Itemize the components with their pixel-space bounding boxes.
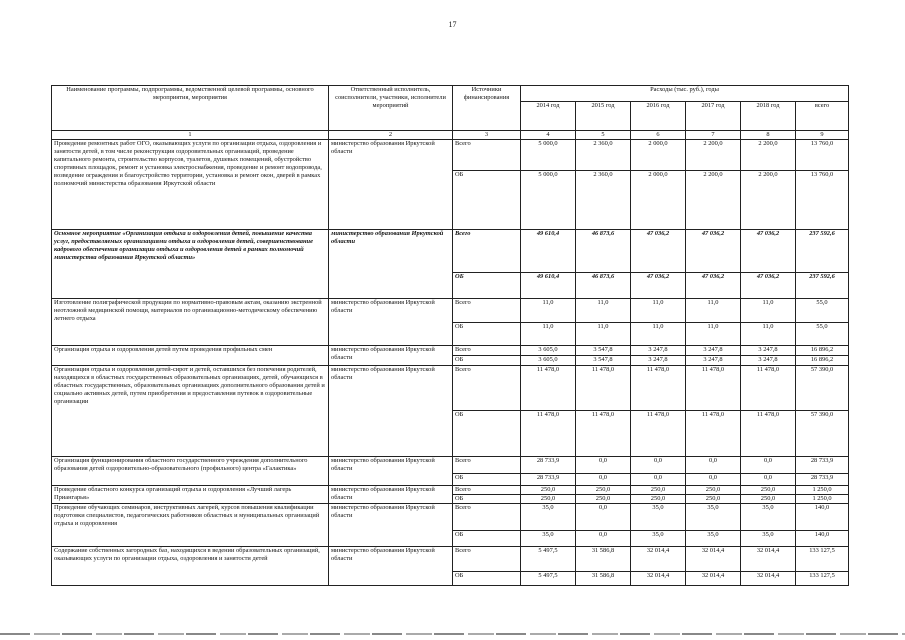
year-value: 0,0 <box>576 504 631 531</box>
responsible-executor: министерство образования Иркутской области <box>329 486 453 504</box>
year-value: 3 547,8 <box>576 346 631 356</box>
total-value: 57 390,0 <box>796 366 849 411</box>
funding-source: Всего <box>453 140 521 171</box>
year-value: 11,0 <box>686 323 741 346</box>
year-value: 11 478,0 <box>521 411 576 457</box>
year-value: 11 478,0 <box>631 366 686 411</box>
total-value: 13 760,0 <box>796 140 849 171</box>
year-value: 47 036,2 <box>686 273 741 299</box>
year-value: 47 036,2 <box>741 230 796 273</box>
year-value: 32 014,4 <box>741 547 796 572</box>
year-value: 11,0 <box>686 299 741 323</box>
year-value: 35,0 <box>741 504 796 531</box>
year-value: 250,0 <box>686 495 741 504</box>
column-numbers-row <box>52 131 849 140</box>
activity-name: Организация функционирования областного государственного учреждения дополнительного образования детей оздоровительно-образовательного (профильного) центра «Галактика» <box>52 457 329 486</box>
activity-name: Содержание собственных загородных баз, находящихся в ведении образовательных организаций, оказывающих услуги по организации отдыха, оздоровления и занятости детей <box>52 547 329 586</box>
header-row-top <box>52 86 849 102</box>
year-value: 2 360,0 <box>576 171 631 230</box>
funding-source: ОБ <box>453 171 521 230</box>
activity-name: Организация отдыха и оздоровления детей путем проведения профильных смен <box>52 346 329 366</box>
responsible-executor: министерство образования Иркутской области <box>329 457 453 486</box>
year-value: 35,0 <box>631 504 686 531</box>
table-row <box>52 457 849 474</box>
funding-source: Всего <box>453 230 521 273</box>
year-value: 2 360,0 <box>576 140 631 171</box>
year-value: 250,0 <box>576 495 631 504</box>
funding-source: Всего <box>453 486 521 495</box>
year-value: 2 200,0 <box>686 171 741 230</box>
year-value: 32 014,4 <box>686 547 741 572</box>
funding-source: ОБ <box>453 531 521 547</box>
col-num-3: 3 <box>453 131 521 140</box>
total-value: 13 760,0 <box>796 171 849 230</box>
year-value: 3 547,8 <box>576 356 631 366</box>
col-num-5: 5 <box>576 131 631 140</box>
activity-name: Основное мероприятие «Организация отдыха и оздоровления детей, повышение качества услуг, предоставляемых организациями отдыха и оздоровления детей, совершенствование кадрового обеспечения организации отдыха и оздоровления детей в рамках полномочий министерства образования Иркутской области» <box>52 230 329 299</box>
year-value: 11,0 <box>631 323 686 346</box>
funding-source: Всего <box>453 547 521 572</box>
year-value: 11 478,0 <box>631 411 686 457</box>
header-year-2018: 2018 год <box>741 102 796 131</box>
year-value: 11,0 <box>521 299 576 323</box>
year-value: 47 036,2 <box>741 273 796 299</box>
year-value: 2 200,0 <box>686 140 741 171</box>
funding-source: ОБ <box>453 323 521 346</box>
total-value: 1 250,0 <box>796 495 849 504</box>
responsible-executor: министерство образования Иркутской области <box>329 299 453 346</box>
year-value: 0,0 <box>686 457 741 474</box>
year-value: 31 586,8 <box>576 572 631 586</box>
year-value: 0,0 <box>576 531 631 547</box>
header-year-2015: 2015 год <box>576 102 631 131</box>
total-value: 28 733,9 <box>796 474 849 486</box>
total-value: 140,0 <box>796 531 849 547</box>
total-value: 55,0 <box>796 299 849 323</box>
total-value: 16 896,2 <box>796 346 849 356</box>
year-value: 46 873,6 <box>576 230 631 273</box>
year-value: 2 200,0 <box>741 140 796 171</box>
table-row <box>52 299 849 323</box>
year-value: 250,0 <box>631 486 686 495</box>
year-value: 3 247,8 <box>686 346 741 356</box>
year-value: 0,0 <box>741 457 796 474</box>
year-value: 250,0 <box>741 495 796 504</box>
total-value: 55,0 <box>796 323 849 346</box>
table-row <box>52 486 849 495</box>
year-value: 11 478,0 <box>686 366 741 411</box>
responsible-executor: министерство образования Иркутской области <box>329 230 453 299</box>
funding-source: Всего <box>453 366 521 411</box>
funding-source: ОБ <box>453 474 521 486</box>
year-value: 3 247,8 <box>631 356 686 366</box>
year-value: 49 610,4 <box>521 273 576 299</box>
year-value: 3 247,8 <box>741 356 796 366</box>
year-value: 11 478,0 <box>741 366 796 411</box>
year-value: 35,0 <box>631 531 686 547</box>
year-value: 3 247,8 <box>686 356 741 366</box>
year-value: 0,0 <box>631 474 686 486</box>
year-value: 11 478,0 <box>521 366 576 411</box>
year-value: 11 478,0 <box>686 411 741 457</box>
year-value: 35,0 <box>521 504 576 531</box>
activity-name: Изготовление полиграфической продукции по нормативно-правовым актам, оказанию экстренной неотложной медицинской помощи, материалов по организационно-методическому обеспечению летнего отдыха <box>52 299 329 346</box>
total-value: 237 592,6 <box>796 230 849 273</box>
table-row <box>52 230 849 273</box>
year-value: 0,0 <box>631 457 686 474</box>
header-year-2014: 2014 год <box>521 102 576 131</box>
year-value: 11,0 <box>741 299 796 323</box>
year-value: 250,0 <box>741 486 796 495</box>
total-value: 16 896,2 <box>796 356 849 366</box>
responsible-executor: министерство образования Иркутской области <box>329 366 453 457</box>
col-num-4: 4 <box>521 131 576 140</box>
year-value: 11,0 <box>521 323 576 346</box>
total-value: 133 127,5 <box>796 572 849 586</box>
year-value: 11 478,0 <box>576 366 631 411</box>
funding-source: Всего <box>453 299 521 323</box>
activity-name: Проведение обучающих семинаров, инструктивных лагерей, курсов повышения квалификации подготовки специалистов, педагогических работников областных и муниципальных организаций отдыха и оздоровления <box>52 504 329 547</box>
year-value: 35,0 <box>521 531 576 547</box>
funding-source: ОБ <box>453 495 521 504</box>
year-value: 32 014,4 <box>631 547 686 572</box>
year-value: 3 247,8 <box>741 346 796 356</box>
header-total: всего <box>796 102 849 131</box>
year-value: 0,0 <box>576 457 631 474</box>
table-row <box>52 140 849 171</box>
col-num-9: 9 <box>796 131 849 140</box>
funding-source: Всего <box>453 504 521 531</box>
year-value: 2 200,0 <box>741 171 796 230</box>
year-value: 0,0 <box>576 474 631 486</box>
header-sources: Источники финансирования <box>453 86 521 131</box>
activity-name: Организация отдыха и оздоровления детей-сирот и детей, оставшихся без попечения родителей, находящихся в областных государственных образовательных организациях, детей, обучающихся в областных государственных, образовательных организациях дополнительного образования детей и социально активных детей, путем приобретения и предоставления путевок в оздоровительные организации <box>52 366 329 457</box>
activity-name: Проведение областного конкурса организаций отдыха и оздоровления «Лучший лагерь Приангарья» <box>52 486 329 504</box>
header-responsible: Ответственный исполнитель, соисполнители, участники, исполнители мероприятий <box>329 86 453 131</box>
total-value: 237 592,6 <box>796 273 849 299</box>
col-num-6: 6 <box>631 131 686 140</box>
total-value: 57 390,0 <box>796 411 849 457</box>
year-value: 11,0 <box>576 323 631 346</box>
year-value: 11,0 <box>576 299 631 323</box>
year-value: 35,0 <box>686 531 741 547</box>
activity-name: Проведение ремонтных работ ОГО, оказывающих услуги по организации отдыха, оздоровления и занятости детей, в том числе реконструкция оздоровительных организаций, проведение капитального ремонта, строительство корпусов, туалетов, душевых помещений, обустройство спортивных площадок, ремонт и установка электроснабжения, проведение и ремонт водопровода, возведение ограждения и благоустройство территории, установка и ремонт окон, дверей в рамках полномочий министерства образования Иркутской области <box>52 140 329 230</box>
year-value: 46 873,6 <box>576 273 631 299</box>
year-value: 250,0 <box>521 495 576 504</box>
year-value: 250,0 <box>576 486 631 495</box>
table-row <box>52 504 849 531</box>
header-expenses: Расходы (тыс. руб.), годы <box>521 86 849 102</box>
year-value: 3 605,0 <box>521 356 576 366</box>
year-value: 3 247,8 <box>631 346 686 356</box>
year-value: 0,0 <box>686 474 741 486</box>
year-value: 32 014,4 <box>631 572 686 586</box>
funding-source: ОБ <box>453 572 521 586</box>
funding-source: ОБ <box>453 356 521 366</box>
year-value: 35,0 <box>741 531 796 547</box>
year-value: 47 036,2 <box>631 230 686 273</box>
year-value: 47 036,2 <box>631 273 686 299</box>
header-program-name: Наименование программы, подпрограммы, ведомственной целевой программы, основного мероприятия, мероприятия <box>52 86 329 131</box>
year-value: 250,0 <box>521 486 576 495</box>
year-value: 5 497,5 <box>521 547 576 572</box>
funding-source: Всего <box>453 346 521 356</box>
year-value: 11,0 <box>631 299 686 323</box>
year-value: 2 000,0 <box>631 171 686 230</box>
responsible-executor: министерство образования Иркутской области <box>329 547 453 586</box>
table-row <box>52 547 849 572</box>
year-value: 35,0 <box>686 504 741 531</box>
year-value: 32 014,4 <box>686 572 741 586</box>
year-value: 5 000,0 <box>521 171 576 230</box>
year-value: 28 733,9 <box>521 474 576 486</box>
year-value: 250,0 <box>631 495 686 504</box>
table-row <box>52 366 849 411</box>
col-num-2: 2 <box>329 131 453 140</box>
col-num-8: 8 <box>741 131 796 140</box>
year-value: 250,0 <box>686 486 741 495</box>
year-value: 2 000,0 <box>631 140 686 171</box>
funding-source: Всего <box>453 457 521 474</box>
year-value: 5 000,0 <box>521 140 576 171</box>
col-num-7: 7 <box>686 131 741 140</box>
responsible-executor: министерство образования Иркутской области <box>329 346 453 366</box>
table-row <box>52 346 849 356</box>
year-value: 49 610,4 <box>521 230 576 273</box>
responsible-executor: министерство образования Иркутской области <box>329 140 453 230</box>
funding-source: ОБ <box>453 273 521 299</box>
year-value: 5 497,5 <box>521 572 576 586</box>
scan-edge <box>0 633 905 635</box>
year-value: 11,0 <box>741 323 796 346</box>
year-value: 11 478,0 <box>741 411 796 457</box>
total-value: 1 250,0 <box>796 486 849 495</box>
responsible-executor: министерство образования Иркутской области <box>329 504 453 547</box>
year-value: 32 014,4 <box>741 572 796 586</box>
total-value: 28 733,9 <box>796 457 849 474</box>
year-value: 31 586,8 <box>576 547 631 572</box>
header-year-2016: 2016 год <box>631 102 686 131</box>
year-value: 11 478,0 <box>576 411 631 457</box>
funding-source: ОБ <box>453 411 521 457</box>
year-value: 28 733,9 <box>521 457 576 474</box>
year-value: 47 036,2 <box>686 230 741 273</box>
page-number: 17 <box>448 20 457 29</box>
header-year-2017: 2017 год <box>686 102 741 131</box>
year-value: 3 605,0 <box>521 346 576 356</box>
budget-table <box>51 85 849 586</box>
total-value: 140,0 <box>796 504 849 531</box>
col-num-1: 1 <box>52 131 329 140</box>
year-value: 0,0 <box>741 474 796 486</box>
total-value: 133 127,5 <box>796 547 849 572</box>
